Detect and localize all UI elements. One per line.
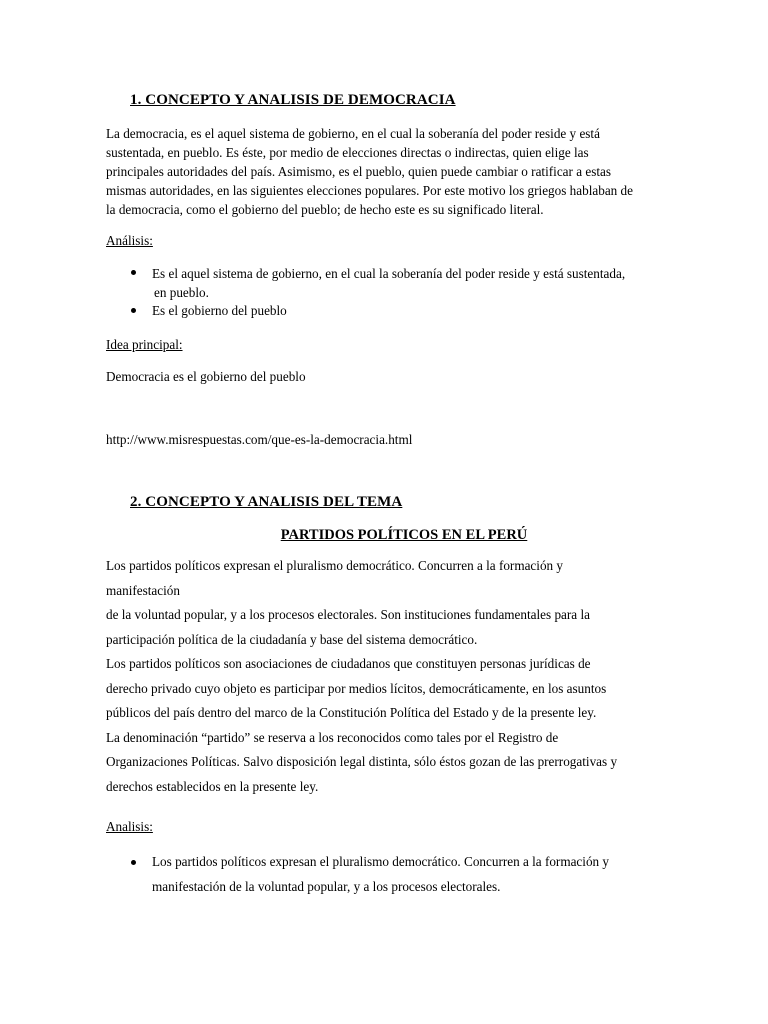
body-line: públicos del país dentro del marco de la Constitución Política del Estado y de la presente ley. xyxy=(106,705,597,720)
bullet-line: manifestación de la voluntad popular, y a los procesos electorales. xyxy=(152,878,501,894)
paragraph-line: sustentada, en pueblo. Es éste, por medio de elecciones directas o indirectas, quien elige las xyxy=(106,145,589,160)
section1-heading: 1. CONCEPTO Y ANALISIS DE DEMOCRACIA xyxy=(130,92,456,108)
section2-heading: 2. CONCEPTO Y ANALISIS DEL TEMA xyxy=(130,494,403,510)
bullet-dot-icon xyxy=(131,860,136,865)
body-line: La denominación “partido” se reserva a los reconocidos como tales por el Registro de xyxy=(106,729,559,745)
bullet-line: en pueblo. xyxy=(154,285,209,300)
body-line: Organizaciones Políticas. Salvo disposición legal distinta, sólo éstos gozan de las prerrogativas y xyxy=(106,754,618,769)
section1-paragraph xyxy=(106,124,686,219)
analysis-label: Análisis: xyxy=(106,233,153,248)
bullet-dot-icon xyxy=(131,308,136,313)
bullet-item xyxy=(152,264,672,302)
bullet-item: Es el gobierno del pueblo xyxy=(152,303,287,318)
source-url[interactable]: http://www.misrespuestas.com/que-es-la-democracia.html xyxy=(106,432,413,447)
body-line: participación política de la ciudadanía y base del sistema democrático. xyxy=(106,631,478,647)
analysis-label-2: Analisis: xyxy=(106,819,153,834)
main-idea-label: Idea principal: xyxy=(106,337,183,352)
section2-subtitle: PARTIDOS POLÍTICOS EN EL PERÚ xyxy=(280,527,528,543)
bullet-item xyxy=(152,850,672,899)
body-line: Los partidos políticos son asociaciones de ciudadanos que constituyen personas jurídicas de xyxy=(106,656,591,671)
body-line: derechos establecidos en la presente ley. xyxy=(106,778,319,794)
paragraph-line: principales autoridades del país. Asimismo, es el pueblo, quien puede cambiar o ratificar a estas xyxy=(106,164,611,179)
section2-body xyxy=(106,554,666,799)
bullet-line: Es el aquel sistema de gobierno, en el cual la soberanía del poder reside y está sustentada, xyxy=(152,266,626,281)
body-line: manifestación xyxy=(106,582,180,598)
body-line: de la voluntad popular, y a los procesos electorales. Son instituciones fundamentales para la xyxy=(106,607,590,622)
paragraph-line: mismas autoridades, en las siguientes elecciones populares. Por este motivo los griegos hablaban de xyxy=(106,183,634,198)
main-idea-text: Democracia es el gobierno del pueblo xyxy=(106,369,306,384)
paragraph-line: la democracia, como el gobierno del pueblo; de hecho este es su significado literal. xyxy=(106,202,544,217)
body-line: derecho privado cuyo objeto es participar por medios lícitos, democráticamente, en los asuntos xyxy=(106,680,607,696)
bullet-line: Los partidos políticos expresan el pluralismo democrático. Concurren a la formación y xyxy=(152,854,610,869)
bullet-dot-icon xyxy=(131,270,136,275)
paragraph-line: La democracia, es el aquel sistema de gobierno, en el cual la soberanía del poder reside y está xyxy=(106,126,600,141)
body-line: Los partidos políticos expresan el pluralismo democrático. Concurren a la formación y xyxy=(106,558,564,573)
